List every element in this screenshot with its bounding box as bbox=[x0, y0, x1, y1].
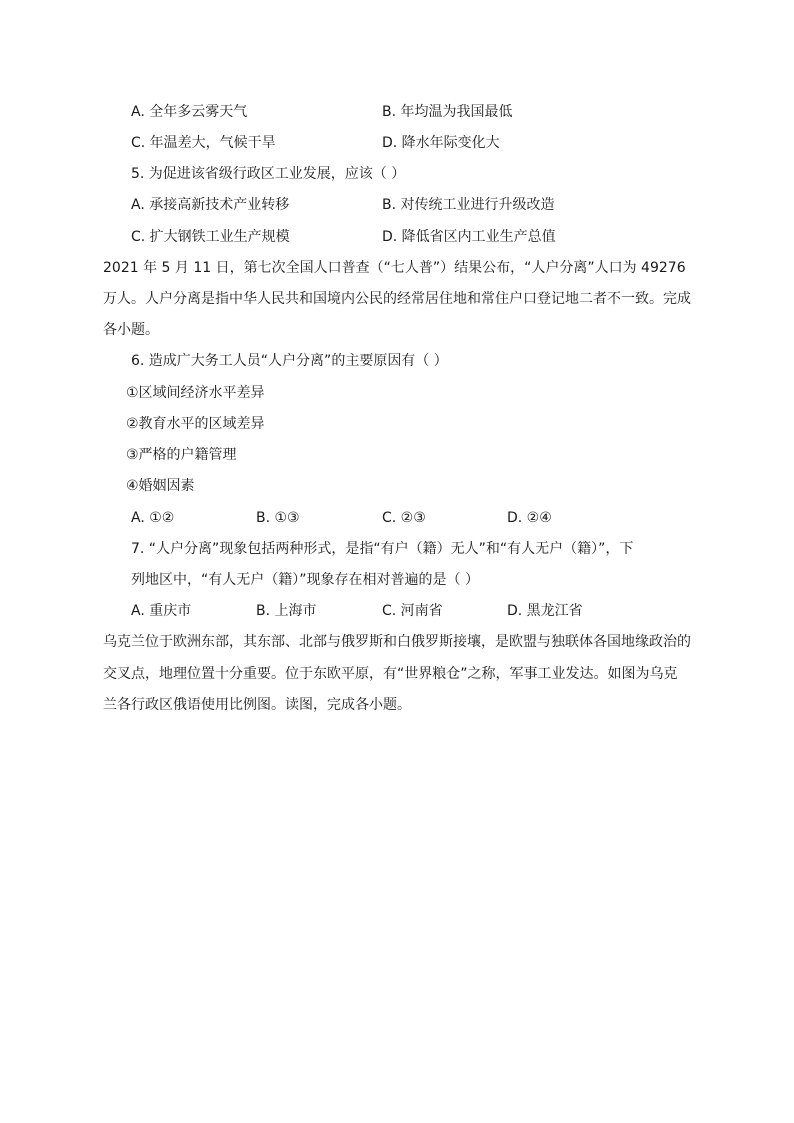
q5-option-d: D. 降低省区内工业生产总值 bbox=[382, 229, 556, 245]
q6-option-c: C. ②③ bbox=[382, 510, 426, 526]
q7-option-d: D. 黑龙江省 bbox=[507, 603, 583, 619]
passage3-line1: 乌克兰位于欧洲东部，其东部、北部与俄罗斯和白俄罗斯接壤，是欧盟与独联体各国地缘政治的 bbox=[103, 634, 691, 650]
q7-option-c: C. 河南省 bbox=[382, 603, 443, 619]
q7-option-b: B. 上海市 bbox=[256, 603, 317, 619]
q6-item-2: ②教育水平的区域差异 bbox=[126, 416, 265, 432]
q6-option-b: B. ①③ bbox=[256, 510, 300, 526]
q5-option-c: C. 扩大钢铁工业生产规模 bbox=[131, 229, 290, 245]
passage3-line3: 兰各行政区俄语使用比例图。读图，完成各小题。 bbox=[103, 697, 411, 713]
q4-option-b: B. 年均温为我国最低 bbox=[382, 104, 513, 120]
q5-stem: 5. 为促进该省级行政区工业发展，应该（ ） bbox=[131, 166, 406, 182]
q6-item-1: ①区域间经济水平差异 bbox=[126, 385, 265, 401]
q7-stem-line1: 7. “人户分离”现象包括两种形式，是指“有户（籍）无人”和“有人无户（籍）”，下 bbox=[131, 541, 634, 557]
q4-option-a: A. 全年多云雾天气 bbox=[131, 104, 248, 120]
q6-item-3: ③严格的户籍管理 bbox=[126, 447, 237, 463]
passage2-line2: 万人。人户分离是指中华人民共和国境内公民的经常居住地和常住户口登记地二者不一致。完成 bbox=[103, 291, 691, 307]
q7-stem-line2: 列地区中，“有人无户（籍）”现象存在相对普遍的是（ ） bbox=[131, 572, 479, 588]
q6-item-4: ④婚姻因素 bbox=[126, 478, 195, 494]
q6-option-d: D. ②④ bbox=[507, 510, 552, 526]
passage2-line1: 2021 年 5 月 11 日，第七次全国人口普查（“七人普”）结果公布，“人户分离”人口为 49276 bbox=[103, 260, 686, 276]
q6-option-a: A. ①② bbox=[131, 510, 175, 526]
q6-stem: 6. 造成广大务工人员“人户分离”的主要原因有（ ） bbox=[131, 353, 448, 369]
passage2-line3: 各小题。 bbox=[103, 322, 159, 338]
passage3-line2: 交叉点，地理位置十分重要。位于东欧平原，有“世界粮仓”之称，军事工业发达。如图为乌克 bbox=[103, 666, 678, 682]
q7-option-a: A. 重庆市 bbox=[131, 603, 192, 619]
q4-option-c: C. 年温差大，气候干旱 bbox=[131, 135, 276, 151]
q4-option-d: D. 降水年际变化大 bbox=[382, 135, 500, 151]
q5-option-a: A. 承接高新技术产业转移 bbox=[131, 197, 290, 213]
q5-option-b: B. 对传统工业进行升级改造 bbox=[382, 197, 555, 213]
